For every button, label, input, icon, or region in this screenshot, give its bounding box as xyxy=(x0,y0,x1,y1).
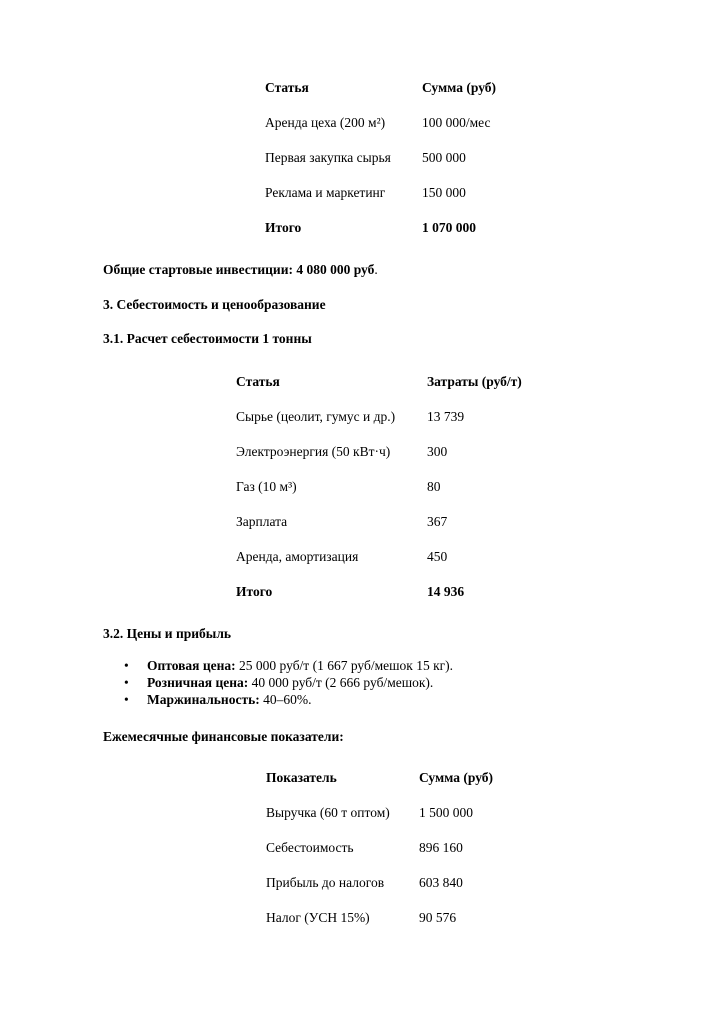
table-total-row xyxy=(265,210,496,245)
table-cell: Сырье (цеолит, гумус и др.) xyxy=(236,408,396,424)
table-cell: Прибыль до налогов xyxy=(266,874,385,890)
table-header-row xyxy=(236,364,522,399)
total-label: Итого xyxy=(236,583,273,599)
bullet-icon: • xyxy=(124,658,129,673)
item-label: Маржинальность: xyxy=(147,692,260,707)
table-row xyxy=(265,175,496,210)
table-row xyxy=(266,865,493,900)
table-row xyxy=(266,830,493,865)
investments-label: Общие стартовые инвестиции: 4 080 000 руб xyxy=(103,262,375,277)
bullet-icon: • xyxy=(124,675,129,690)
table-row xyxy=(265,140,496,175)
table-header-row xyxy=(265,70,496,105)
table-cell: Электроэнергия (50 кВт·ч) xyxy=(236,443,391,459)
startup-costs-table xyxy=(265,70,496,245)
item-text: 40–60%. xyxy=(259,692,312,707)
item-label: Оптовая цена: xyxy=(147,658,236,673)
table-row xyxy=(236,399,522,434)
table-row xyxy=(265,105,496,140)
item-text: 40 000 руб/т (2 666 руб/мешок). xyxy=(248,675,434,690)
table-cell: 13 739 xyxy=(427,408,465,424)
table-cell: Выручка (60 т оптом) xyxy=(266,804,390,820)
header-cell: Сумма (руб) xyxy=(419,769,494,785)
table-cell: Налог (УСН 15%) xyxy=(266,909,370,925)
section-3-1-heading: 3.1. Расчет себестоимости 1 тонны xyxy=(103,331,312,346)
list-item xyxy=(120,691,453,708)
table-cell: Аренда, амортизация xyxy=(236,548,359,564)
list-item xyxy=(120,674,453,691)
table-row xyxy=(236,469,522,504)
table-row xyxy=(266,795,493,830)
table-row xyxy=(236,539,522,574)
item-text: 25 000 руб/т (1 667 руб/мешок 15 кг). xyxy=(235,658,454,673)
total-value: 1 070 000 xyxy=(422,219,476,235)
table-cell: Аренда цеха (200 м²) xyxy=(265,114,386,130)
section-3-heading: 3. Себестоимость и ценообразование xyxy=(103,297,326,312)
monthly-financials-table xyxy=(266,760,493,935)
table-cell: 100 000/мес xyxy=(422,114,491,130)
cost-per-ton-table xyxy=(236,364,522,609)
table-row xyxy=(236,434,522,469)
header-cell: Сумма (руб) xyxy=(422,79,497,95)
list-item xyxy=(120,657,453,674)
table-cell: 367 xyxy=(427,513,448,529)
bullet-icon: • xyxy=(124,692,129,707)
monthly-heading: Ежемесячные финансовые показатели: xyxy=(103,729,344,744)
table-row xyxy=(236,504,522,539)
header-cell: Показатель xyxy=(266,769,337,785)
table-cell: 500 000 xyxy=(422,149,466,165)
table-cell: 300 xyxy=(427,443,448,459)
header-cell: Затраты (руб/т) xyxy=(427,373,522,389)
table-cell: Себестоимость xyxy=(266,839,354,855)
table-cell: 896 160 xyxy=(419,839,463,855)
table-header-row xyxy=(266,760,493,795)
table-cell: Первая закупка сырья xyxy=(265,149,391,165)
table-row xyxy=(266,900,493,935)
total-value: 14 936 xyxy=(427,583,465,599)
table-cell: 603 840 xyxy=(419,874,463,890)
table-cell: 90 576 xyxy=(419,909,457,925)
table-cell: 1 500 000 xyxy=(419,804,473,820)
header-cell: Статья xyxy=(265,79,309,95)
table-cell: 150 000 xyxy=(422,184,466,200)
total-label: Итого xyxy=(265,219,302,235)
item-label: Розничная цена: xyxy=(147,675,249,690)
table-cell: 80 xyxy=(427,478,441,494)
table-cell: Реклама и маркетинг xyxy=(265,184,386,200)
table-total-row xyxy=(236,574,522,609)
total-investments xyxy=(103,262,378,278)
section-3-2-heading: 3.2. Цены и прибыль xyxy=(103,626,232,641)
price-list xyxy=(120,657,453,708)
table-cell: Газ (10 м³) xyxy=(236,478,297,494)
header-cell: Статья xyxy=(236,373,280,389)
table-cell: Зарплата xyxy=(236,513,288,529)
table-cell: 450 xyxy=(427,548,448,564)
investments-tail: . xyxy=(374,262,378,277)
